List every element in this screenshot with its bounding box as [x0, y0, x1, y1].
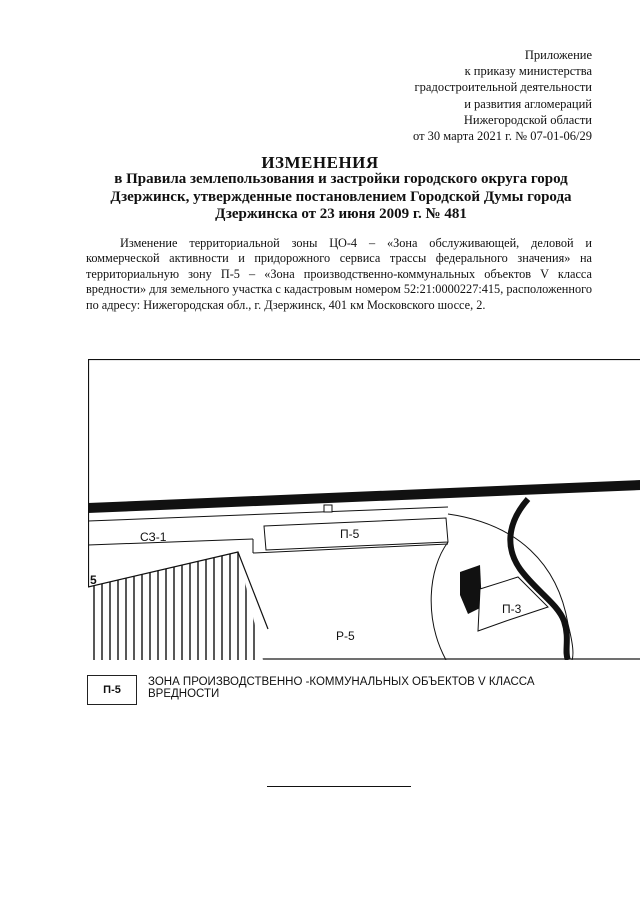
label-p3: П-3	[502, 602, 522, 616]
legend-text: ЗОНА ПРОИЗВОДСТВЕННО -КОММУНАЛЬНЫХ ОБЪЕКТОВ V КЛАССА ВРЕДНОСТИ	[148, 676, 535, 700]
appendix-line: Нижегородской области	[463, 112, 592, 127]
label-p5-zone: Р-5	[336, 629, 355, 643]
label-zone5: 5	[90, 573, 97, 587]
appendix-line: к приказу министерства	[464, 64, 592, 79]
appendix-line: от 30 марта 2021 г. № 07-01-06/29	[413, 129, 592, 144]
label-sz1: СЗ-1	[140, 530, 167, 544]
label-p5-parcel: П-5	[340, 527, 360, 541]
appendix-line: и развития агломераций	[464, 96, 592, 111]
signature-line	[267, 786, 411, 787]
appendix-line: Приложение	[524, 48, 592, 62]
appendix-line: градостроительной деятельности	[414, 80, 592, 95]
road-band	[88, 480, 640, 513]
zone-boundary-line	[88, 539, 253, 545]
legend-code: П-5	[103, 684, 121, 696]
document-title: ИЗМЕНЕНИЯ	[261, 153, 379, 172]
zoning-map	[88, 359, 640, 660]
zoning-map-drawing	[88, 359, 640, 660]
road-marker	[324, 505, 332, 512]
document-body: Изменение территориальной зоны ЦО-4 – «Зона обслуживающей, деловой и коммерческой активности и придорожного сервиса трассы федерального значения» на территориальную зону П-5 – «Зона производственно-коммунальных объектов V класса вредности» для земельного участка с кадастровым номером 52:21:0000227:415, расположенного по адресу: Нижегородская обл., г. Дзержинск, 401 км Московского шоссе, 2.	[86, 236, 592, 312]
legend-code-box	[87, 675, 137, 705]
document-subtitle: в Правила землепользования и застройки городского округа город Дзержинск, утвержденные постановлением Городской Думы города Дзержинска от 23 июня 2009 г. № 481	[110, 171, 572, 222]
curved-boundary	[431, 542, 448, 660]
appendix-header	[413, 47, 592, 144]
